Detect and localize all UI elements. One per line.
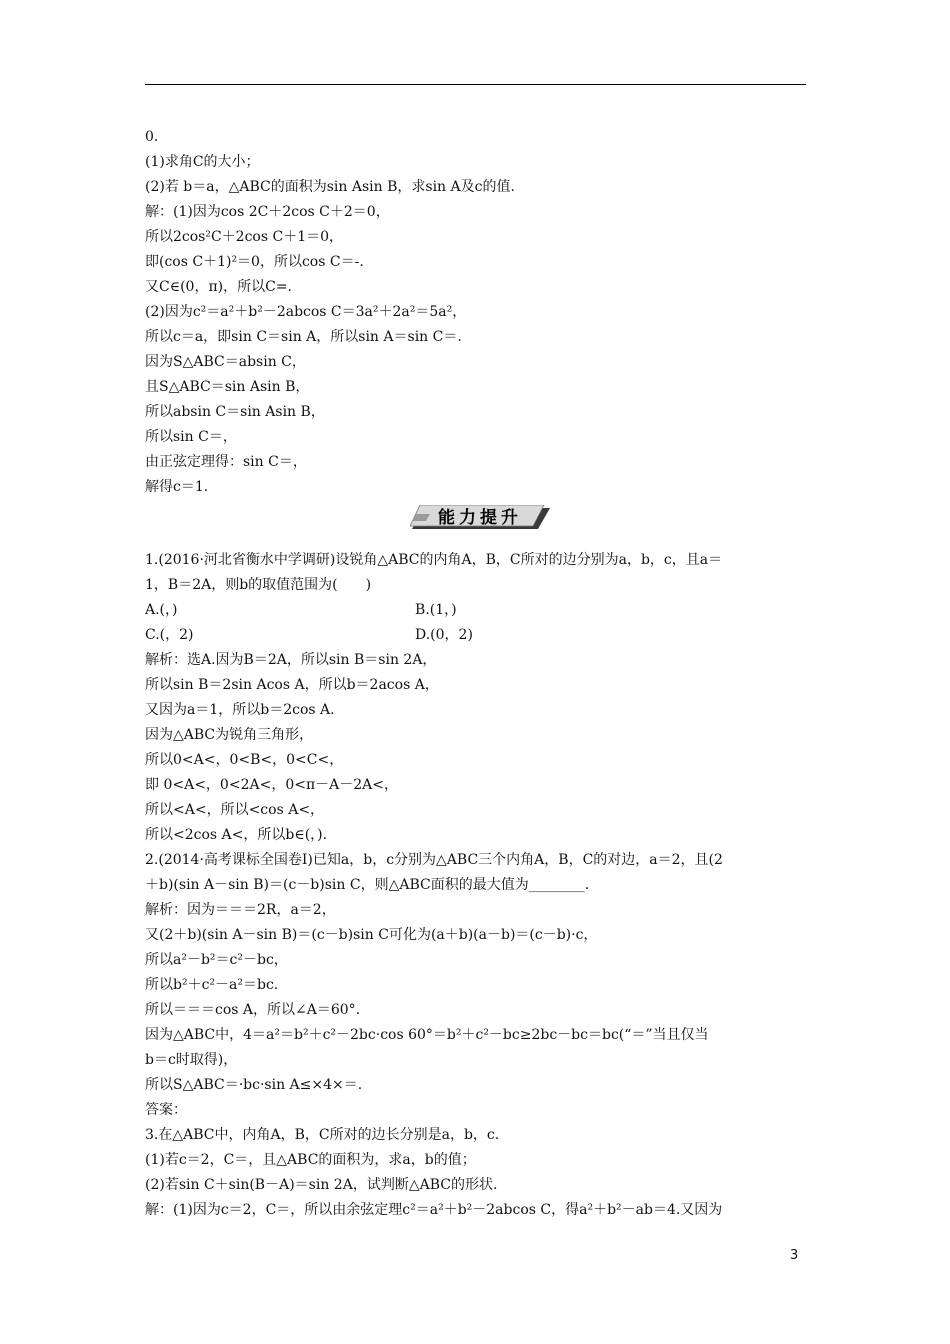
text-line: (2)若 b＝a，△ABC的面积为sin Asin B，求sin A及c的值. [145,179,515,195]
text-line: 因为△ABC为锐角三角形， [145,727,314,743]
part-top [145,125,810,500]
text-line: 解：(1)因为cos 2C＋2cos C＋2＝0， [145,204,390,220]
text-line: 3.在△ABC中，内角A，B，C所对的边长分别是a，b，c. [145,1127,500,1143]
text-line: 即 0<A<，0<2A<，0<π－A－2A<， [145,777,399,793]
text-line: 所以b²＋c²－a²＝bc. [145,977,279,993]
text-line: 解得c＝1. [145,479,209,495]
text-line: 解析：因为＝＝＝2R，a＝2， [145,902,336,918]
question-stem: 1，B＝2A，则b的取值范围为( ) [145,577,372,593]
text-line: (2)若sin C＋sin(B－A)＝sin 2A，试判断△ABC的形状. [145,1177,498,1193]
section-banner-title: 能力提升 [438,508,522,528]
text-line: 又因为a＝1，所以b＝2cos A. [145,702,335,718]
text-line: 又C∈(0，π)，所以C=. [145,279,292,295]
question-2-and-3 [145,848,810,1223]
text-line: 所以c＝a，即sin C＝sin A，所以sin A＝sin C＝. [145,329,462,345]
text-line: 又(2＋b)(sin A－sin B)＝(c－b)sin C可化为(a＋b)(a－b)＝(c－b)·c， [145,927,598,943]
header-rule [145,84,806,85]
text-line: b＝c时取得)， [145,1052,238,1068]
text-line: 所以S△ABC＝·bc·sin A≤×4×＝. [145,1077,363,1093]
option-c: C.(，2) [145,627,194,643]
option-row [145,623,810,648]
text-line: 即(cos C＋1)²＝0，所以cos C＝-. [145,254,364,270]
text-line: 所以2cos²C＋2cos C＋1＝0， [145,229,344,245]
text-line: 所以sin C＝， [145,429,237,445]
text-line: 因为S△ABC＝absin C， [145,354,306,370]
option-a: A.(，) [145,602,178,618]
text-line: 所以0<A<，0<B<，0<C<， [145,752,344,768]
text-line: 所以sin B＝2sin Acos A，所以b＝2acos A， [145,677,439,693]
question-1 [145,548,810,848]
option-d: D.(0，2) [415,627,473,643]
page-number: 3 [790,1248,799,1263]
text-line: 由正弦定理得：sin C＝， [145,454,307,470]
text-line: 解：(1)因为c＝2，C＝，所以由余弦定理c²＝a²＋b²－2abcos C，得a²＋b²－ab＝4.又因为 [145,1202,723,1218]
text-line: (2)因为c²＝a²＋b²－2abcos C＝3a²＋2a²＝5a²， [145,304,467,320]
text-line: 所以＝＝＝cos A，所以∠A＝60°. [145,1002,361,1018]
text-line: 所以<A<，所以<cos A<， [145,802,325,818]
text-line: 因为△ABC中，4＝a²＝b²＋c²－2bc·cos 60°＝b²＋c²－bc≥2bc－bc＝bc(“＝”当且仅当 [145,1027,709,1043]
document-body [145,125,810,1223]
question-stem: 1.(2016·河北省衡水中学调研)设锐角△ABC的内角A，B，C所对的边分别为a，b，c，且a＝ [145,552,723,568]
text-line: 答案： [145,1102,187,1118]
text-line: (1)求角C的大小； [145,154,260,170]
text-line: 所以absin C＝sin Asin B， [145,404,325,420]
section-banner-row [145,500,810,548]
text-line: 0. [145,129,159,145]
option-b: B.(1，) [415,602,457,618]
option-row [145,598,810,623]
text-line: 所以<2cos A<，所以b∈(，). [145,827,328,843]
text-line: 所以a²－b²＝c²－bc， [145,952,288,968]
text-line: (1)若c＝2，C＝，且△ABC的面积为，求a，b的值； [145,1152,476,1168]
text-line: 2.(2014·高考课标全国卷Ⅰ)已知a，b，c分别为△ABC三个内角A，B，C的对边，a＝2，且(2 [145,852,723,868]
text-line: ＋b)(sin A－sin B)＝(c－b)sin C，则△ABC面积的最大值为________. [145,877,590,893]
text-line: 解析：选A.因为B＝2A，所以sin B＝sin 2A， [145,652,437,668]
text-line: 且S△ABC＝sin Asin B， [145,379,310,395]
section-banner [410,505,550,532]
